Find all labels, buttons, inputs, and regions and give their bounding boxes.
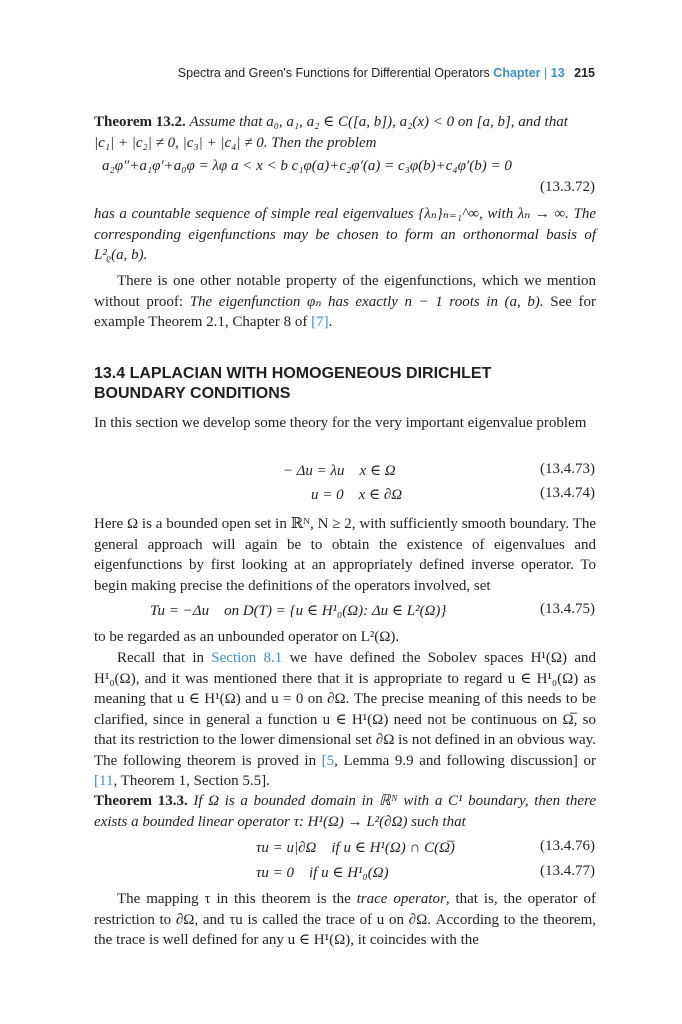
header-separator: | bbox=[544, 66, 548, 80]
theorem-13-3-statement bbox=[94, 791, 596, 832]
theorem-13-2-statement bbox=[94, 112, 596, 153]
eq-76-lhs: τu = u|∂Ω bbox=[256, 840, 317, 856]
eq-75-domain: on D(T) = {u ∈ H¹₀(Ω): Δu ∈ L²(Ω)} bbox=[224, 603, 447, 619]
eq-73-lhs: − Δu = λu bbox=[283, 463, 345, 479]
equation-13-4-75 bbox=[150, 601, 446, 620]
eq-77-cond: if u ∈ H¹₀(Ω) bbox=[309, 865, 389, 881]
eq-74-cond: x ∈ ∂Ω bbox=[358, 487, 403, 503]
paragraph-regarded: to be regarded as an unbounded operator on L²(Ω). bbox=[94, 629, 400, 645]
running-header bbox=[178, 66, 595, 80]
eq-number-13-4-75: (13.4.75) bbox=[540, 601, 595, 617]
eq-number-13-4-77: (13.4.77) bbox=[540, 863, 595, 879]
section-8-1-link[interactable]: Section 8.1 bbox=[211, 650, 283, 666]
recall-text-2: we have defined the Sobolev spaces H¹(Ω) and H¹₀(Ω), and it was mentioned there that it is appropriate to regard u ∈ H¹₀(Ω) as meaning that u ∈ H¹(Ω) and u = 0 on ∂Ω. The precise meaning of this needs to be clarified, since in general a function u ∈ H¹(Ω) need not be continuous on Ω̅, so that its restriction to the lower dimensional set ∂Ω is not defined in an obvious way. The following theorem is proved in bbox=[94, 650, 596, 769]
paragraph-here-omega: Here Ω is a bounded open set in ℝᴺ, N ≥ 2, with sufficiently smooth boundary. The general approach will again be to obtain the existence of eigenvalues and eigenfunctions by first looking at an appropriately defined inverse operator. To begin making precise the definitions of the operators involved, set bbox=[94, 516, 596, 594]
section-title-line1: 13.4 LAPLACIAN WITH HOMOGENEOUS DIRICHLET bbox=[94, 365, 492, 382]
theorem-13-3-text: If Ω is a bounded domain in ℝᴺ with a C¹ boundary, then there exists a bounded linear operator τ: H¹(Ω) → L²(∂Ω) such that bbox=[94, 793, 597, 830]
reference-link-7[interactable]: [7] bbox=[311, 314, 329, 330]
chapter-label: Chapter bbox=[493, 66, 541, 80]
running-title: Spectra and Green's Functions for Differential Operators bbox=[177, 66, 490, 80]
theorem-13-2-line2: |c₁| + |c₂| ≠ 0, |c₃| + |c₄| ≠ 0. Then the problem bbox=[94, 134, 377, 151]
eq-number-13-3-72: (13.3.72) bbox=[540, 179, 595, 195]
equation-13-4-76 bbox=[256, 838, 455, 857]
equation-13-4-73 bbox=[283, 461, 396, 480]
notable-italic: The eigenfunction φₙ has exactly n − 1 roots in (a, b). bbox=[189, 293, 544, 310]
notable-text-after: See for example Theorem 2.1, Chapter 8 of bbox=[94, 293, 596, 330]
section-heading bbox=[94, 364, 596, 404]
eq-number-13-4-73: (13.4.73) bbox=[540, 461, 595, 477]
reference-link-11[interactable]: [11 bbox=[94, 773, 114, 789]
recall-text-4: , Theorem 1, Section 5.5]. bbox=[113, 773, 270, 789]
equation-13-3-72: a₂φ″+a₁φ′+a₀φ = λφ a < x < b c₁φ(a)+c₂φ′(a) = c₃φ(b)+c₄φ′(b) = 0 bbox=[102, 158, 512, 174]
reference-link-5[interactable]: [5 bbox=[321, 752, 335, 769]
recall-text-1: Recall that in bbox=[117, 650, 212, 666]
paragraph-intro: In this section we develop some theory for the very important eigenvalue problem bbox=[94, 415, 587, 431]
paragraph-notable-property bbox=[94, 271, 596, 333]
theorem-13-2-line1: Assume that a₀, a₁, a₂ ∈ C([a, b]), a₂(x) < 0 on [a, b], and that bbox=[189, 114, 568, 130]
eq-75-lhs: Tu = −Δu bbox=[150, 603, 210, 619]
theorem-13-2-conclusion: has a countable sequence of simple real eigenvalues {λₙ}ₙ₌₁^∞, with λₙ → ∞. The corresponding eigenfunctions may be chosen to form an orthonormal basis of L²ᵨ(a, b). bbox=[94, 206, 596, 263]
theorem-13-2-label: Theorem 13.2. bbox=[94, 114, 186, 130]
trace-operator-term: trace operator bbox=[356, 891, 446, 907]
notable-text-before: There is one other notable property of the eigenfunctions, which we mention without proof: bbox=[94, 273, 596, 310]
theorem-13-3-label: Theorem 13.3. bbox=[94, 793, 188, 809]
paragraph-recall bbox=[94, 648, 596, 792]
chapter-number: 13 bbox=[550, 66, 565, 80]
page-number: 215 bbox=[574, 66, 595, 80]
paragraph-trace-operator bbox=[94, 889, 596, 951]
section-title-line2: BOUNDARY CONDITIONS bbox=[94, 385, 291, 402]
equation-13-4-74 bbox=[311, 485, 402, 504]
eq-number-13-4-74: (13.4.74) bbox=[540, 485, 595, 501]
mapping-text-2: , that is, the operator of restriction to ∂Ω, and τu is called the trace of u on ∂Ω. According to the theorem, the trace is well defined for any u ∈ H¹(Ω), it coincides with the bbox=[94, 891, 596, 948]
notable-end: . bbox=[328, 314, 333, 330]
equation-13-4-77 bbox=[256, 863, 389, 882]
eq-77-lhs: τu = 0 bbox=[256, 865, 294, 881]
eq-74-lhs: u = 0 bbox=[311, 487, 344, 503]
mapping-text-1: The mapping τ in this theorem is the bbox=[117, 891, 357, 907]
recall-text-3: , Lemma 9.9 and following discussion] or bbox=[334, 752, 597, 769]
eq-73-cond: x ∈ Ω bbox=[359, 463, 396, 479]
eq-number-13-4-76: (13.4.76) bbox=[540, 838, 595, 854]
eq-76-cond: if u ∈ H¹(Ω) ∩ C(Ω̅) bbox=[331, 840, 455, 856]
